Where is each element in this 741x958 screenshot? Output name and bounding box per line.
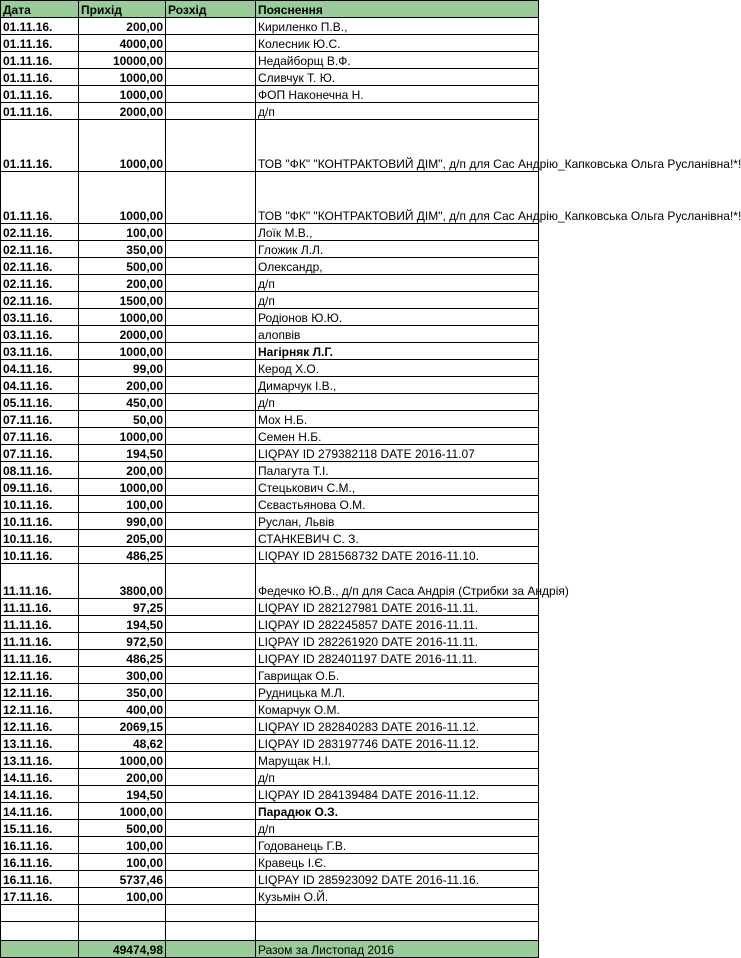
table-row [1,309,539,326]
table-row [1,513,539,530]
cell-expense[interactable] [166,530,256,547]
cell-note[interactable]: Руслан, Львів [256,513,539,530]
cell-date[interactable]: 01.11.16. [1,18,79,35]
table-row [1,377,539,394]
cell-note[interactable]: LIQPAY ID 281568732 DATE 2016-11.10. [256,547,539,564]
table-row [1,718,539,735]
cell-date[interactable]: 02.11.16. [1,292,79,309]
cell-date[interactable]: 02.11.16. [1,241,79,258]
cell-note[interactable]: LIQPAY ID 284139484 DATE 2016-11.12. [256,786,539,803]
cell-expense[interactable] [166,377,256,394]
cell-expense[interactable] [166,52,256,69]
cell-expense[interactable] [166,786,256,803]
cell-note[interactable]: LIQPAY ID 279382118 DATE 2016-11.07 [256,445,539,462]
cell-note[interactable]: Рудницька М.Л. [256,684,539,701]
cell-expense[interactable] [166,888,256,905]
cell-note[interactable]: Нагірняк Л.Г. [256,343,539,360]
cell-date[interactable]: 14.11.16. [1,769,79,786]
table-row [1,172,539,224]
cell-note[interactable]: LIQPAY ID 282261920 DATE 2016-11.11. [256,633,539,650]
cell-income[interactable]: 200,00 [79,275,166,292]
cell-income[interactable]: 1500,00 [79,292,166,309]
cell-expense[interactable] [166,86,256,103]
cell-expense[interactable] [166,496,256,513]
cell-note[interactable]: LIQPAY ID 282840283 DATE 2016-11.12. [256,718,539,735]
cell-expense[interactable] [166,18,256,35]
cell-note[interactable]: Сливчук Т. Ю. [256,69,539,86]
cell-expense[interactable] [166,258,256,275]
cell-income[interactable]: 200,00 [79,377,166,394]
cell-income[interactable]: 990,00 [79,513,166,530]
cell-note[interactable]: Родіонов Ю.Ю. [256,309,539,326]
table-row [1,69,539,86]
cell-expense[interactable] [166,871,256,888]
table-row [1,224,539,241]
cell-expense[interactable] [166,120,256,172]
cell-note[interactable]: ФОП Наконечна Н. [256,86,539,103]
cell-note[interactable]: д/п [256,394,539,411]
cell-date[interactable]: 07.11.16. [1,428,79,445]
total-income[interactable]: 49474,98 [79,941,166,958]
cell-note[interactable]: Колесник Ю.С. [256,35,539,52]
cell-expense[interactable] [166,224,256,241]
cell-expense[interactable] [166,103,256,120]
cell-date[interactable]: 03.11.16. [1,326,79,343]
cell-income[interactable]: 486,25 [79,547,166,564]
cell-date[interactable]: 04.11.16. [1,377,79,394]
cell-expense[interactable] [166,769,256,786]
header-row [1,1,539,18]
cell-expense[interactable] [166,445,256,462]
cell-note[interactable]: LIQPAY ID 283197746 DATE 2016-11.12. [256,735,539,752]
table-row [1,35,539,52]
cell-income[interactable]: 1000,00 [79,428,166,445]
cell-date[interactable] [1,922,79,941]
cell-expense[interactable] [166,462,256,479]
cell-expense[interactable] [166,513,256,530]
cell-income[interactable]: 486,25 [79,650,166,667]
table-row [1,428,539,445]
cell-date[interactable]: 17.11.16. [1,888,79,905]
cell-income[interactable]: 1000,00 [79,69,166,86]
cell-date[interactable]: 02.11.16. [1,275,79,292]
cell-expense[interactable] [166,599,256,616]
cell-expense[interactable] [166,547,256,564]
cell-expense[interactable] [166,684,256,701]
header-expense[interactable]: Розхід [166,1,256,18]
cell-note[interactable]: Парадюк О.З. [256,803,539,820]
cell-income[interactable]: 100,00 [79,496,166,513]
cell-note[interactable]: Федечко Ю.В., д/п для Саса Андрія (Стрибки за Андрія) [256,564,539,599]
table-row [1,394,539,411]
cell-expense[interactable] [166,172,256,224]
table-row [1,326,539,343]
cell-income[interactable]: 500,00 [79,258,166,275]
cell-income[interactable]: 100,00 [79,224,166,241]
cell-date[interactable]: 16.11.16. [1,837,79,854]
cell-date[interactable]: 13.11.16. [1,752,79,769]
cell-date[interactable]: 15.11.16. [1,820,79,837]
cell-date[interactable]: 03.11.16. [1,343,79,360]
cell-date[interactable]: 14.11.16. [1,786,79,803]
cell-expense[interactable] [166,69,256,86]
table-row [1,837,539,854]
cell-expense[interactable] [166,820,256,837]
table-row [1,241,539,258]
cell-expense[interactable] [166,343,256,360]
table-row [1,103,539,120]
cell-income[interactable]: 1000,00 [79,343,166,360]
cell-note[interactable]: Гложик Л.Л. [256,241,539,258]
cell-note[interactable]: СТАНКЕВИЧ С. З. [256,530,539,547]
cell-income[interactable]: 2000,00 [79,326,166,343]
cell-expense[interactable] [166,411,256,428]
header-date[interactable]: Дата [1,1,79,18]
cell-expense[interactable] [166,752,256,769]
cell-income[interactable]: 350,00 [79,684,166,701]
cell-note[interactable]: Комарчук О.М. [256,701,539,718]
cell-expense[interactable] [166,854,256,871]
cell-expense[interactable] [166,718,256,735]
cell-income[interactable]: 1000,00 [79,309,166,326]
cell-income[interactable]: 50,00 [79,411,166,428]
cell-note[interactable]: LIQPAY ID 282401197 DATE 2016-11.11. [256,650,539,667]
table-row [1,684,539,701]
table-row [1,292,539,309]
cell-expense[interactable] [166,616,256,633]
cell-income[interactable]: 350,00 [79,241,166,258]
cell-income[interactable]: 1000,00 [79,172,166,224]
cell-date[interactable] [1,905,79,922]
cell-income[interactable]: 194,50 [79,616,166,633]
cell-expense[interactable] [166,428,256,445]
table-row [1,479,539,496]
cell-expense[interactable] [166,735,256,752]
table-row [1,462,539,479]
cell-date[interactable]: 12.11.16. [1,667,79,684]
cell-income[interactable]: 5737,46 [79,871,166,888]
cell-note[interactable]: Стецькович С.М., [256,479,539,496]
table-row [1,820,539,837]
table-row [1,18,539,35]
table-row [1,52,539,69]
cell-date[interactable]: 12.11.16. [1,718,79,735]
cell-expense[interactable] [166,837,256,854]
table-row [1,496,539,513]
cell-income[interactable]: 1000,00 [79,86,166,103]
ledger-body [1,1,741,958]
cell-note[interactable]: Кириленко П.В., [256,18,539,35]
cell-income[interactable]: 100,00 [79,888,166,905]
cell-income[interactable]: 400,00 [79,701,166,718]
cell-income[interactable]: 200,00 [79,769,166,786]
cell-date[interactable]: 10.11.16. [1,530,79,547]
table-row [1,922,539,941]
cell-expense[interactable] [166,35,256,52]
cell-date[interactable]: 16.11.16. [1,871,79,888]
cell-note[interactable]: д/п [256,820,539,837]
cell-date[interactable]: 11.11.16. [1,633,79,650]
cell-income[interactable]: 48,62 [79,735,166,752]
cell-income[interactable]: 450,00 [79,394,166,411]
cell-income[interactable]: 100,00 [79,837,166,854]
total-note[interactable]: Разом за Листопад 2016 [256,941,539,958]
cell-income[interactable]: 4000,00 [79,35,166,52]
cell-expense[interactable] [166,922,256,941]
cell-date[interactable]: 02.11.16. [1,224,79,241]
cell-expense[interactable] [166,701,256,718]
cell-date[interactable]: 10.11.16. [1,496,79,513]
table-row [1,735,539,752]
cell-expense[interactable] [166,667,256,684]
table-row [1,752,539,769]
total-date[interactable] [1,941,79,958]
cell-note[interactable]: Кузьмін О.Й. [256,888,539,905]
cell-date[interactable]: 07.11.16. [1,411,79,428]
cell-date[interactable]: 01.11.16. [1,69,79,86]
cell-date[interactable]: 01.11.16. [1,172,79,224]
cell-note[interactable]: LIQPAY ID 282245857 DATE 2016-11.11. [256,616,539,633]
cell-expense[interactable] [166,360,256,377]
total-row [1,941,539,958]
cell-income[interactable]: 10000,00 [79,52,166,69]
cell-date[interactable]: 11.11.16. [1,599,79,616]
cell-note[interactable]: ТОВ "ФК" "КОНТРАКТОВИЙ ДІМ", д/п для Сас Андрію_Капковська Ольга Русланівна!*! [256,120,539,172]
cell-expense[interactable] [166,309,256,326]
cell-income[interactable]: 99,00 [79,360,166,377]
cell-note[interactable]: д/п [256,275,539,292]
table-row [1,445,539,462]
cell-date[interactable]: 01.11.16. [1,120,79,172]
cell-date[interactable]: 01.11.16. [1,103,79,120]
cell-date[interactable]: 11.11.16. [1,650,79,667]
cell-expense[interactable] [166,292,256,309]
table-row [1,120,539,172]
cell-expense[interactable] [166,479,256,496]
cell-date[interactable]: 12.11.16. [1,701,79,718]
cell-income[interactable]: 1000,00 [79,479,166,496]
cell-date[interactable]: 10.11.16. [1,547,79,564]
table-row [1,343,539,360]
cell-income[interactable]: 200,00 [79,462,166,479]
total-expense[interactable] [166,941,256,958]
table-row [1,411,539,428]
cell-income[interactable]: 500,00 [79,820,166,837]
cell-income[interactable]: 300,00 [79,667,166,684]
cell-income[interactable]: 972,50 [79,633,166,650]
cell-note[interactable] [256,905,539,922]
cell-date[interactable]: 07.11.16. [1,445,79,462]
cell-note[interactable]: Керод Х.О. [256,360,539,377]
cell-income[interactable]: 100,00 [79,854,166,871]
table-row [1,905,539,922]
cell-income[interactable]: 194,50 [79,445,166,462]
cell-note[interactable]: Палагута Т.І. [256,462,539,479]
cell-note[interactable]: д/п [256,103,539,120]
cell-note[interactable] [256,922,539,941]
cell-date[interactable]: 01.11.16. [1,52,79,69]
table-row [1,633,539,650]
table-row [1,650,539,667]
cell-income[interactable]: 205,00 [79,530,166,547]
cell-income[interactable] [79,922,166,941]
cell-note[interactable]: Лоїк М.В., [256,224,539,241]
cell-note[interactable]: алопвів [256,326,539,343]
cell-expense[interactable] [166,394,256,411]
cell-date[interactable]: 13.11.16. [1,735,79,752]
cell-income[interactable]: 1000,00 [79,120,166,172]
table-row [1,616,539,633]
table-row [1,547,539,564]
table-row [1,530,539,547]
cell-note[interactable]: д/п [256,769,539,786]
table-row [1,854,539,871]
cell-date[interactable]: 08.11.16. [1,462,79,479]
header-income[interactable]: Прихід [79,1,166,18]
cell-date[interactable]: 11.11.16. [1,564,79,599]
cell-note[interactable]: Олександр, [256,258,539,275]
cell-date[interactable]: 10.11.16. [1,513,79,530]
table-row [1,564,539,599]
cell-expense[interactable] [166,241,256,258]
cell-income[interactable]: 1000,00 [79,752,166,769]
cell-note[interactable]: Гаврищак О.Б. [256,667,539,684]
cell-date[interactable]: 14.11.16. [1,803,79,820]
cell-expense[interactable] [166,905,256,922]
cell-date[interactable]: 09.11.16. [1,479,79,496]
cell-date[interactable]: 11.11.16. [1,616,79,633]
cell-expense[interactable] [166,275,256,292]
table-row [1,667,539,684]
cell-expense[interactable] [166,564,256,599]
cell-note[interactable]: Недайборщ В.Ф. [256,52,539,69]
cell-expense[interactable] [166,633,256,650]
cell-note[interactable]: Кравець І.Є. [256,854,539,871]
table-row [1,888,539,905]
cell-expense[interactable] [166,803,256,820]
cell-date[interactable]: 05.11.16. [1,394,79,411]
cell-income[interactable]: 2069,15 [79,718,166,735]
table-row [1,360,539,377]
table-row [1,803,539,820]
cell-income[interactable]: 200,00 [79,18,166,35]
table-row [1,786,539,803]
cell-income[interactable] [79,905,166,922]
cell-note[interactable]: Димарчук І.В., [256,377,539,394]
cell-expense[interactable] [166,650,256,667]
cell-income[interactable]: 97,25 [79,599,166,616]
cell-income[interactable]: 1000,00 [79,803,166,820]
cell-note[interactable]: Сєвастьянова О.М. [256,496,539,513]
header-note[interactable]: Пояснення [256,1,539,18]
cell-income[interactable]: 2000,00 [79,103,166,120]
cell-date[interactable]: 02.11.16. [1,258,79,275]
table-row [1,599,539,616]
cell-date[interactable]: 01.11.16. [1,35,79,52]
table-row [1,701,539,718]
table-row [1,871,539,888]
cell-date[interactable]: 04.11.16. [1,360,79,377]
cell-income[interactable]: 194,50 [79,786,166,803]
cell-note[interactable]: д/п [256,292,539,309]
cell-note[interactable]: Мох Н.Б. [256,411,539,428]
table-row [1,258,539,275]
table-row [1,769,539,786]
cell-note[interactable]: LIQPAY ID 282127981 DATE 2016-11.11. [256,599,539,616]
cell-expense[interactable] [166,326,256,343]
cell-note[interactable]: Марущак Н.І. [256,752,539,769]
cell-date[interactable]: 03.11.16. [1,309,79,326]
cell-date[interactable]: 12.11.16. [1,684,79,701]
table-row [1,86,539,103]
cell-note[interactable]: LIQPAY ID 285923092 DATE 2016-11.16. [256,871,539,888]
cell-date[interactable]: 16.11.16. [1,854,79,871]
cell-date[interactable]: 01.11.16. [1,86,79,103]
cell-income[interactable]: 3800,00 [79,564,166,599]
table-row [1,275,539,292]
cell-note[interactable]: Семен Н.Б. [256,428,539,445]
cell-note[interactable]: Годованець Г.В. [256,837,539,854]
cell-note[interactable]: ТОВ "ФК" "КОНТРАКТОВИЙ ДІМ", д/п для Сас Андрію_Капковська Ольга Русланівна!*! [256,172,539,224]
